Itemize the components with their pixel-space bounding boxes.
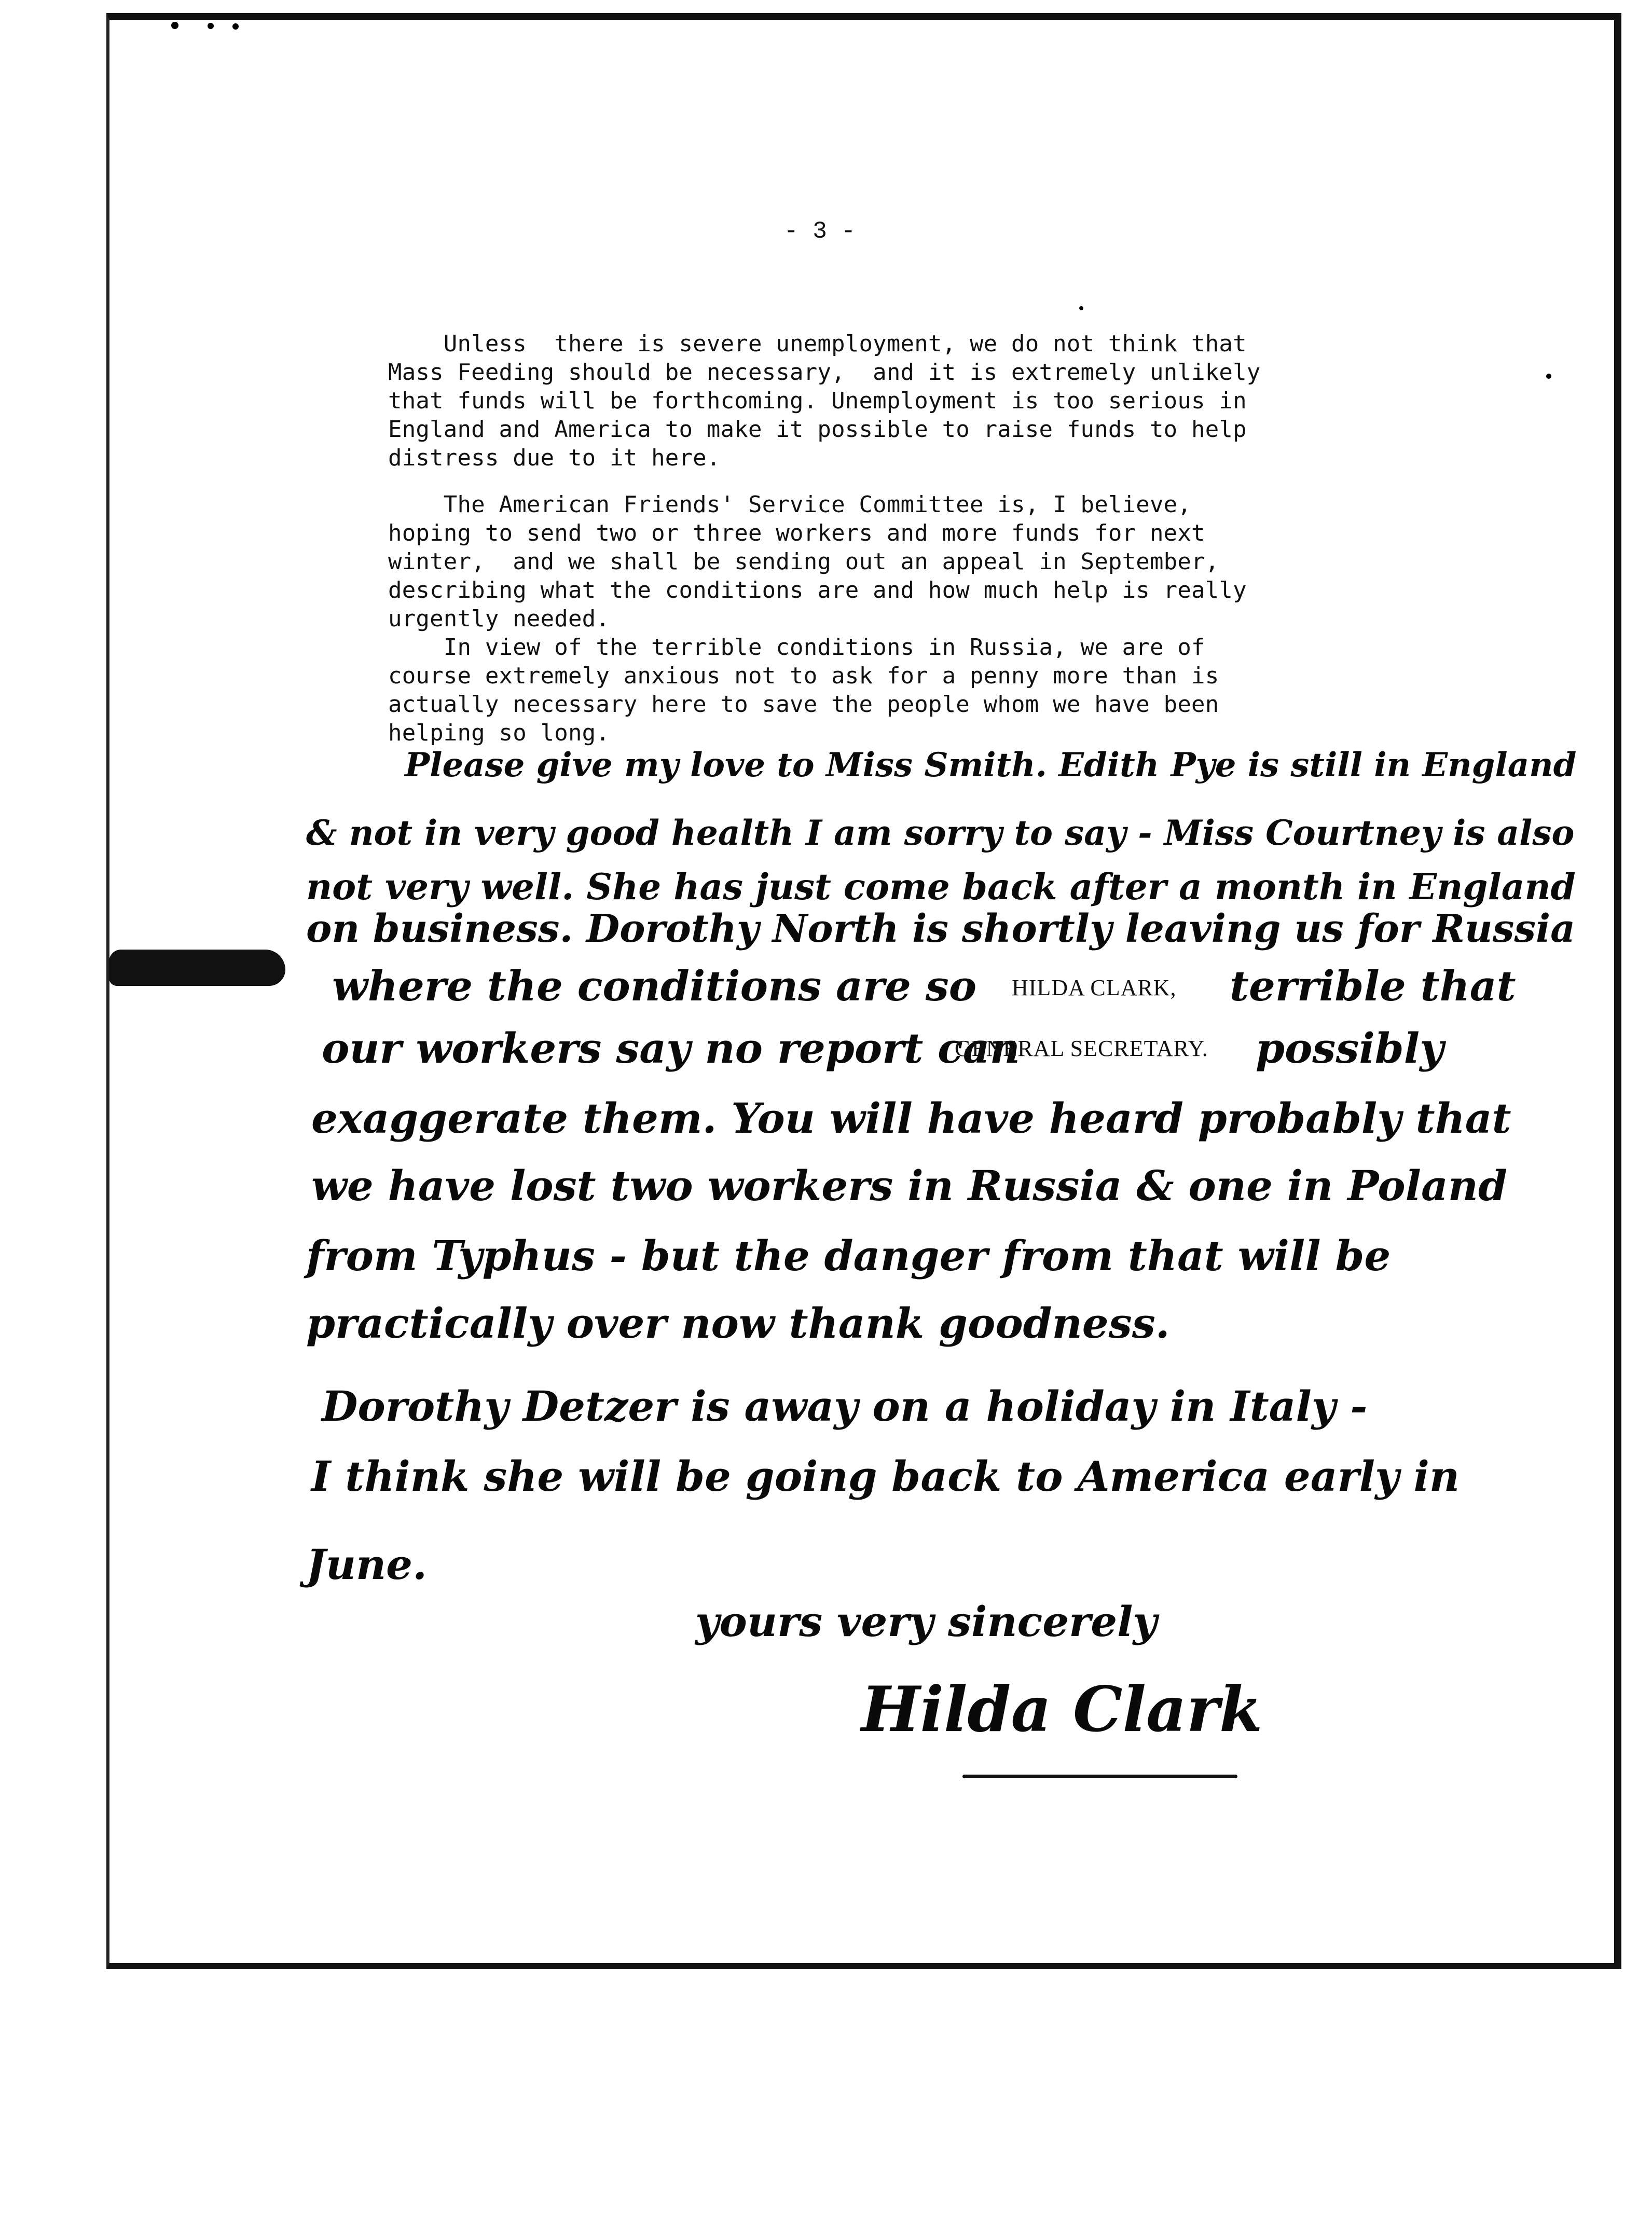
- handwritten-line: June.: [306, 1540, 427, 1589]
- handwritten-line: Please give my love to Miss Smith. Edith Pye is still in England: [405, 746, 1577, 785]
- speck: [208, 23, 214, 29]
- handwritten-line: on business. Dorothy North is shortly leaving us for Russia: [306, 907, 1576, 951]
- signatory-name-stamp: HILDA CLARK,: [1012, 975, 1177, 1000]
- speck: [232, 23, 239, 30]
- speck: [1079, 306, 1083, 310]
- handwritten-line: terrible that: [1230, 962, 1516, 1010]
- handwritten-line: Dorothy Detzer is away on a holiday in Italy -: [322, 1382, 1368, 1431]
- handwritten-line: exaggerate them. You will have heard probably that: [311, 1094, 1511, 1143]
- typed-paragraph-2: The American Friends' Service Committee is, I believe, hoping to send two or three workers and more funds for next winter, and we shall be sending out an appeal in September, describing what the conditions are and how much help is really urgently needed. In view of the terrible conditions in Russia, we are of course extremely anxious not to ask for a penny more than is actually necessary here to save the people whom we have been helping so long.: [388, 491, 1247, 746]
- closing: yours very sincerely: [695, 1597, 1158, 1646]
- ink-blot: [109, 950, 285, 986]
- speck: [171, 22, 178, 29]
- signatory-title-stamp: GENERAL SECRETARY.: [955, 1036, 1208, 1061]
- typed-paragraph-1: Unless there is severe unemployment, we do not think that Mass Feeding should be necessary, and it is extremely unlikely that funds will be forthcoming. Unemployment is too serious in England and America to make it possible to raise funds to help distress due to it here.: [388, 331, 1261, 471]
- handwritten-line: from Typhus - but the danger from that will be: [306, 1231, 1391, 1280]
- handwritten-line: practically over now thank goodness.: [306, 1299, 1170, 1348]
- handwritten-line: our workers say no report can: [322, 1024, 1020, 1073]
- handwritten-line: & not in very good health I am sorry to say - Miss Courtney is also: [306, 813, 1575, 853]
- page-number: - 3 -: [783, 218, 856, 245]
- handwritten-line: possibly: [1256, 1024, 1444, 1073]
- speck: [1546, 374, 1551, 379]
- signature-underline: [962, 1775, 1237, 1778]
- handwritten-line: I think she will be going back to America early in: [311, 1452, 1460, 1501]
- signature: Hilda Clark: [861, 1673, 1263, 1746]
- handwritten-line: we have lost two workers in Russia & one in Poland: [311, 1161, 1507, 1210]
- handwritten-line: where the conditions are so: [332, 962, 977, 1010]
- handwritten-line: not very well. She has just come back after a month in England: [306, 866, 1576, 908]
